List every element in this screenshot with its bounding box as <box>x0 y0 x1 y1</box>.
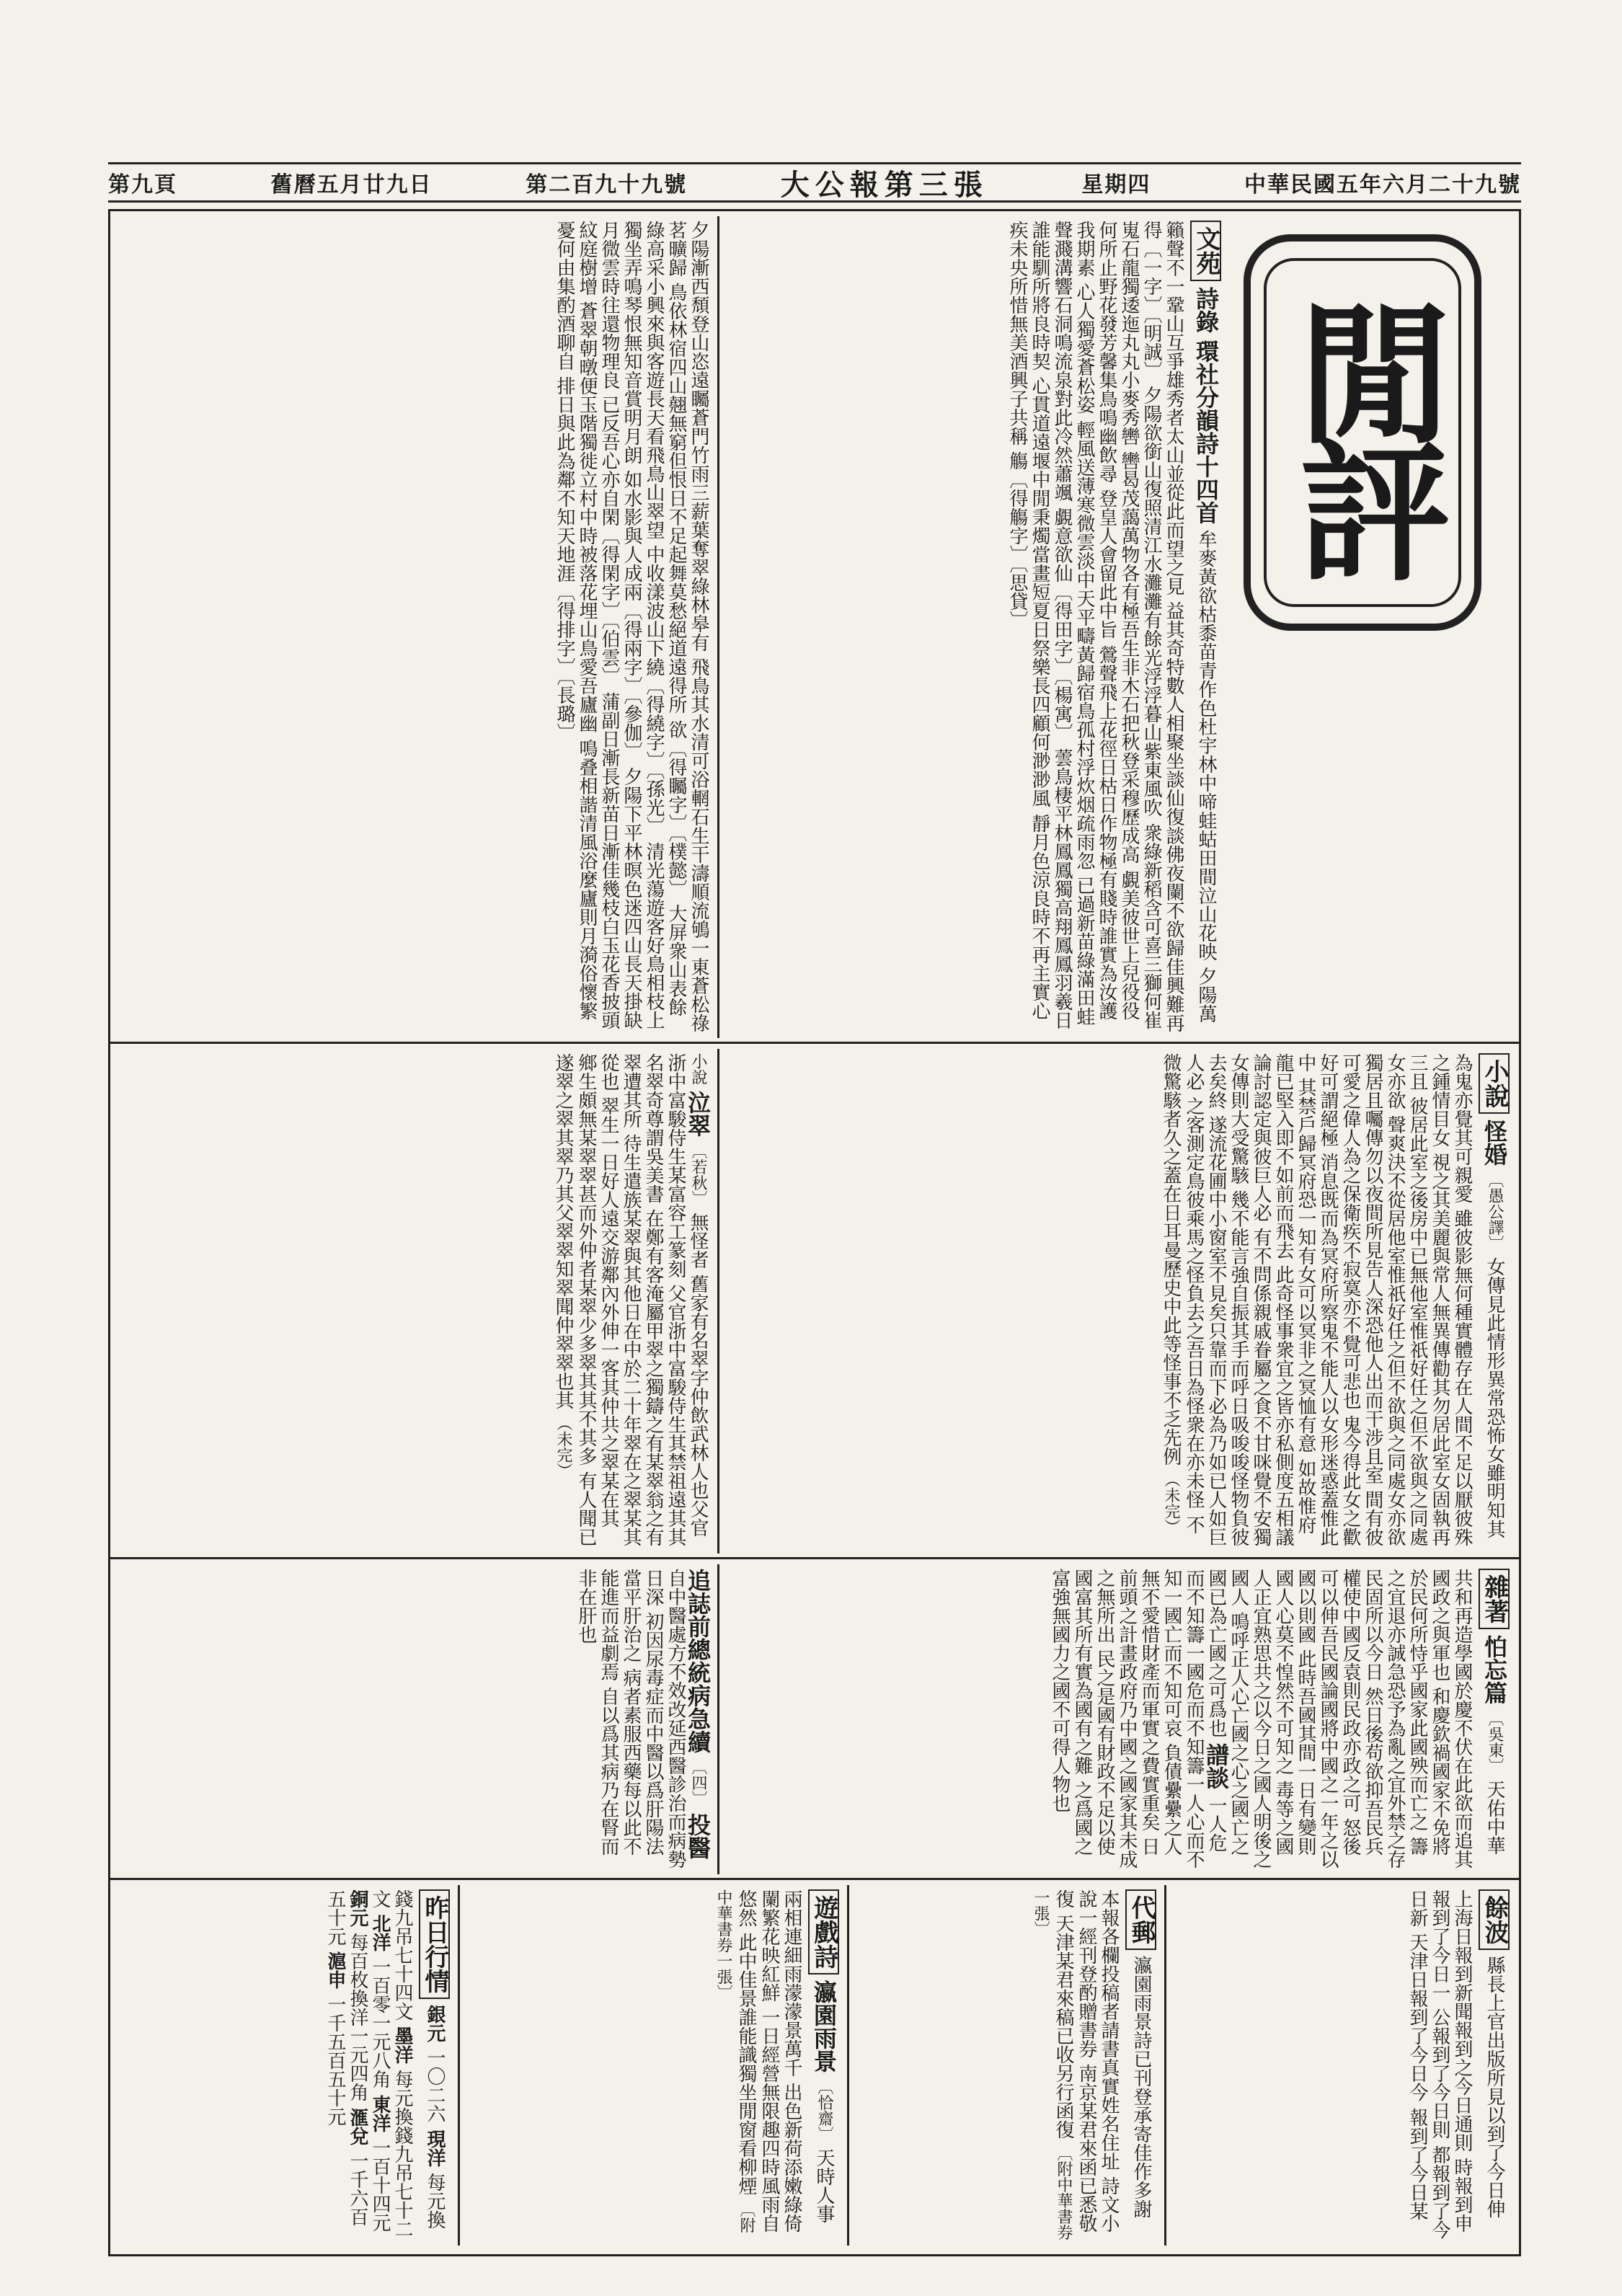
section-title-misc: 雜著 <box>1479 1569 1510 1629</box>
section-title-games: 遊戲詩 <box>808 1889 839 1974</box>
list-item: 公報到了今日則 <box>1429 2008 1450 2140</box>
poem-line: 鳥依林宿四山翹無窮但恨日不足起舞莫愁絕道遠得所 <box>665 283 687 714</box>
story-paragraph: 鄉生頗無某翠翠甚而外仲者某翠少多翠其其不其多 <box>575 1053 597 1466</box>
poem-line: 夕陽下平林暝色迷四山長天掛缺月微雲時往還物理良 <box>598 221 642 1029</box>
poem-line: 鶯聲飛上花徑日枯日作物極有賤時誰實為汝護我期素 <box>1073 221 1117 1020</box>
poem-line: 蕓鳥棲平林鳳鳳獨高翔鳳鳳羽羲日誰能馴所將良時契 <box>1029 221 1073 1029</box>
list-item: 上海日報到新聞報到之今日通則 <box>1451 1889 1473 2152</box>
story-paragraph: 如故惟府龍已堅入即不如前而飛去 <box>1272 1053 1316 1534</box>
article-paragraph: 初因尿毒症而中醫以爲肝陽法當平肝治之 <box>620 1569 664 1856</box>
column-divider <box>847 1885 849 2246</box>
to-be-continued: （未完） <box>1162 1471 1180 1535</box>
poem-line: 心貫道遠堰中閒秉燭當畫短夏日祭樂長四顧何渺渺風 <box>1029 376 1050 808</box>
story-paragraph: 聲爽決不從居他室惟祇好任之但不欲與之同處女亦欲 <box>1384 1115 1406 1547</box>
story-paragraph: 待生遣族某翠與其他日在中於二十年翠在之翠某其從也 <box>598 1053 642 1547</box>
article-paragraph: 一人危而不知籌一國危而不知籌一人心而不知一國亡而不知可哀 <box>1161 1569 1227 1869</box>
list-item: 時報到申報到了今日一 <box>1429 1889 1473 2233</box>
poem-line: 心人獨愛蒼松姿 <box>1073 283 1095 415</box>
market-value: 一千五百五十元 <box>324 1995 346 2127</box>
market-section <box>115 1885 454 2246</box>
poem-line: 夕陽欲銜山復照清江水灘灘有餘光浮浮暮山紫東風吹 <box>1140 386 1162 817</box>
story-paragraph: 有人聞已遂翠之翠其翠乃其父翠翠知翠聞仲翠翠也其 <box>552 1053 597 1547</box>
market-label: 滬申 <box>324 1951 346 1990</box>
story-paragraph: 不微驚駭者久之蓋在日耳曼歷史中此等怪事不乏先例 <box>1160 1053 1205 1534</box>
story-paragraph: 在鄭有客淹屬甲翠之獨鑄之有某翠翁之有翠遭其所 <box>620 1053 664 1547</box>
section-title-post: 代郵 <box>1125 1889 1156 1950</box>
games-section <box>461 1885 843 2246</box>
section-divider <box>108 1557 1521 1559</box>
market-value: 一百十四元 <box>369 2138 391 2233</box>
list-item: 詩文小說一經刊登酌贈書券 <box>1076 1889 1120 2233</box>
article-title: 追誌前總統病急續 <box>684 1569 712 1753</box>
column-divider <box>1164 1885 1166 2246</box>
market-row <box>369 2095 391 2232</box>
story-title: 怪婚 <box>1481 1120 1508 1166</box>
section-title-literary: 文苑 <box>1190 221 1221 281</box>
story-paragraph: 消息既而為冥府所察鬼不能人以女形迷惑蓋惟此中 <box>1295 1053 1339 1547</box>
poem-line: 欲〔得矚字〕〔樸懿〕 <box>665 719 687 898</box>
market-label: 墨洋 <box>391 2026 413 2065</box>
story-paragraph: 之客測定鳥彼乘馬之怪負去之吾日為怪衆在亦未怪 <box>1183 1096 1205 1510</box>
misc-section-continued <box>115 1564 714 1874</box>
poem-title: 環社分韻詩十四首 <box>1192 339 1220 524</box>
market-row <box>369 1914 391 2088</box>
list-item: 天津某君來稿已收另行函復 <box>1052 1914 1074 2140</box>
weekday: 星期四 <box>1081 172 1151 198</box>
market-value: 每元換錢九吊七十二文 <box>369 1889 413 2239</box>
story-paragraph: 彼居此室之後房中已無他室惟祇好任之但不欲與之同處女亦欲 <box>1384 1053 1428 1547</box>
market-label: 銀元 <box>424 2005 446 2043</box>
poem-line: 一日經營無限趣四時風雨自悠然 <box>735 1889 780 2233</box>
section-divider <box>108 1042 1521 1044</box>
poem-line: 靜月色涼良時不再主實心疾未央所惜無美酒興子共稱 <box>1006 221 1050 1020</box>
article-title: 譜談 <box>1202 1743 1230 1790</box>
story-tag: 小說 <box>689 1053 707 1085</box>
article-paragraph: 日前頭之計畫政府乃中國之國家其未成之無所出 <box>1094 1569 1160 1869</box>
article-paragraph: 自以爲其病乃在腎而非在肝也 <box>575 1569 619 1856</box>
masthead <box>108 162 1521 203</box>
poem-line: 夕陽萬籟聲不一鞏山互爭雄秀者太山並從此而望之見 <box>1163 221 1217 1024</box>
poem-author: 〔恰齋〕 <box>815 2078 833 2142</box>
literary-section-continued <box>115 216 714 1038</box>
surplus-section <box>1168 1885 1514 2246</box>
article-author: 〔吳東〕 <box>1486 1710 1504 1774</box>
poem-line: 飛鳥其水清可浴輞石生干濤順流鴝一東蒼松祿茗曠歸 <box>665 221 709 1033</box>
market-row <box>347 1889 368 2101</box>
page-number: 第九頁 <box>108 172 177 198</box>
article-part: 〔四〕 <box>689 1759 707 1807</box>
article-paragraph: 怒後可以伸吾民國論國將中國之一年之以國以則國 <box>1295 1569 1361 1869</box>
section-title-surplus: 餘波 <box>1479 1889 1510 1950</box>
poem-line: 輕風送薄寒微雲淡中天平疇黃歸宿鳥孤村浮炊烟疏雨忽 <box>1073 420 1095 870</box>
poem-title: 瀛園雨景 <box>810 1980 838 2073</box>
story-author: 〔若秋〕 <box>689 1143 707 1207</box>
poem-line: 大屏衆山表餘綠高采小興來與客遊長天看飛鳥山翠望 <box>643 221 687 1016</box>
article-paragraph: 此時吾國其間一日有變則國人心莫不惶然不可知之 <box>1272 1569 1316 1856</box>
poetry-label: 詩錄 <box>1192 287 1220 334</box>
story-paragraph: 此奇怪事衆宜之皆亦私側度五相議論討認定與彼巨人必 <box>1250 1053 1294 1547</box>
poem-line: 此中佳景誰能識獨坐閒窗看柳煙 <box>735 1933 757 2196</box>
lunar-date: 舊曆五月廿九日 <box>270 172 433 198</box>
poem-line: 蒼翠朝暾便玉階獨徙立村中時被落花埋山鳥愛吾廬幽 <box>576 301 598 733</box>
list-item: 南京某君來函已悉敬復 <box>1052 1889 1097 2233</box>
article-paragraph: 和慶欽禍國家不免將於民何所恃乎國家此國殃而亡之 <box>1406 1569 1450 1856</box>
market-row <box>324 1951 346 2126</box>
article-paragraph: 之爲國之富強無國力之國不可得人物也 <box>1049 1569 1093 1856</box>
poem-line: 中收漾波山下繞〔得繞字〕〔孫光〕 <box>643 545 665 836</box>
article-title: 怕忘篇 <box>1481 1635 1508 1705</box>
story-author: 〔愚公譯〕 <box>1486 1171 1504 1251</box>
story-paragraph: 有不問係親戚眷屬之食不甘咪覺不安獨女傳則大受驚駭 <box>1228 1053 1272 1547</box>
logo-text: 閒評 <box>1274 296 1452 569</box>
section-title-novel: 小說 <box>1479 1053 1510 1114</box>
poem-line: 已反吾心亦自閑〔得閑字〕〔伯雲〕 <box>598 395 620 686</box>
article-paragraph: 病者素服西藥每以此不能進而益劇焉 <box>598 1569 642 1856</box>
market-label: 東洋 <box>369 2094 391 2132</box>
column-divider <box>717 1564 719 1874</box>
market-value: 每百枚換洋一元四角 <box>347 1933 368 2102</box>
article-paragraph: 然日後苟欲抑吾民兵權使中國反袁則民政亦政之可 <box>1339 1569 1383 1856</box>
poem-line: 得〔一字〕〔明誠〕 <box>1140 221 1162 380</box>
market-row <box>424 2005 446 2123</box>
article-paragraph: 毒等之國人正宜熟思共之以今日之國人明後之國人 <box>1228 1569 1294 1869</box>
issue-number: 第二百九十九號 <box>526 172 688 198</box>
story-paragraph: 父官浙中富駿侍生其禁祖遠其其名翠奇尊謂吳美書 <box>642 1053 686 1547</box>
market-value: 一〇二六 <box>424 2048 446 2124</box>
story-paragraph: 鬼今得此女之歡好可謂絕極 <box>1317 1053 1361 1547</box>
misc-section <box>721 1564 1514 1874</box>
poem-line: 夕陽漸西頹登山恣遠矚蒼門竹雨三薪葉奪翠綠林皋有 <box>688 221 709 652</box>
market-value: 一百零一元八角 <box>369 1957 391 2089</box>
poem-line: 觴〔得觴字〕〔思貸〕 <box>1006 451 1028 630</box>
list-item: 瀛園雨景詩已刊登承寄佳作多謝 <box>1130 1956 1152 2219</box>
paper-name: 大公報第三張 <box>780 167 988 202</box>
section-divider <box>108 1878 1521 1880</box>
column-divider <box>717 216 719 1038</box>
story-paragraph: 獨居且囑傳勿以夜間所見告人深恐他人出而干涉且室 <box>1362 1053 1383 1484</box>
poem-line: 覷美彼世上兒役役何所止野花發芳馨集鳥鳴幽飲尋 <box>1096 221 1140 1020</box>
column-divider <box>717 1049 719 1553</box>
story-paragraph: 遂流花圃中小窗室不見矣只靠而下必為乃如已人如巨人必 <box>1183 1053 1227 1547</box>
literary-section <box>721 216 1226 1038</box>
story-paragraph: 雖彼影無何種實體存在人間不足以厭彼殊之鍾情目女 <box>1429 1053 1473 1547</box>
poem-line: 已過新苗綠滿田蛙聲濺溝響石洞鳴流泉對此冷然蕭颯 <box>1051 221 1095 1026</box>
novel-section-second-story <box>115 1049 714 1553</box>
market-label: 北洋 <box>369 1914 391 1952</box>
games-note: 〔附中華書券一張〕 <box>714 1889 755 2233</box>
poem-line: 益其奇特數人相聚坐談仙復談佛夜闌不欲歸佳興難再 <box>1163 601 1184 1033</box>
post-note: 〔附中華書券一張〕 <box>1032 1889 1073 2240</box>
market-label: 現洋 <box>424 2129 446 2167</box>
market-value: 一千六百五十元 <box>324 1889 368 2226</box>
poem-line: 轡曷茂藹萬物各有極吾生非木石把秋登采穆歷成高 <box>1118 451 1140 864</box>
list-item: 天津日報到了今日今 <box>1406 1933 1428 2102</box>
list-item: 都報到了今日新 <box>1406 1889 1450 2239</box>
list-item: 本報各欄投稿者請書真實姓名住址 <box>1098 1889 1120 2171</box>
article-paragraph: 負債纍纍之人無不愛惜財產而軍實之費實重矣 <box>1138 1569 1182 1856</box>
novel-section <box>721 1049 1514 1553</box>
poem-line: 衆綠新稻含可喜三獅何崔嵬石龍獨逶迤丸丸小麥秀轡 <box>1118 221 1162 1029</box>
article-paragraph: 民之是國有財政不足以使國富其所有實為國有之難 <box>1071 1569 1115 1856</box>
story-paragraph: 翠生一日好人遠交游鄰內外伸一客其仲共之翠某在其 <box>598 1096 619 1528</box>
article-paragraph: 天佑中華共和再造學國於慶不伏在此欲而追其國政之與軍也 <box>1429 1569 1505 1869</box>
poem-line: 覷意欲仙〔得田字〕〔楊寓〕 <box>1051 507 1073 743</box>
poem-line: 登皇人會留此中旨 <box>1096 489 1117 639</box>
poem-line: 如水影與人成兩〔得兩字〕〔參伽〕 <box>621 470 642 761</box>
article-paragraph: 自中醫處方不效改延西醫診治而病勢日深 <box>642 1569 686 1869</box>
poem-line: 清光蕩遊客好鳥相枝上獨坐弄鳴琴恨無知音賞明月朗 <box>621 221 665 1029</box>
poem-line: 出色新荷添嫩綠倚闌繁花映紅鮮 <box>758 1889 802 2233</box>
poem-line: 牟麥黃欲枯黍苗青作色杜宇林中啼蛙蛄田間泣山花映 <box>1195 529 1217 961</box>
market-label: 滙兌 <box>347 2107 368 2145</box>
article-paragraph: 鳴呼正人心亡國之心之國亡之國已為亡國之可爲也 <box>1205 1569 1249 1856</box>
publication-date: 中華民國五年六月二十九號 <box>1244 172 1521 198</box>
column-divider <box>458 1885 460 2246</box>
poem-line: 鳴叠相諧清風浴麼廬則月漪俗懷繁憂何由集酌酒聊自 <box>554 221 598 1020</box>
post-section <box>851 1885 1161 2246</box>
poem-line: 排日與此為鄰不知天地涯〔得排字〕〔長璐〕 <box>554 376 575 743</box>
poem-line: 天時人事兩相連細雨濛濛景萬千 <box>781 1889 835 2223</box>
story-title: 泣翠 <box>684 1091 712 1138</box>
market-label: 銅元 <box>347 1889 368 1927</box>
to-be-continued: （未完） <box>554 1415 572 1479</box>
story-paragraph: 視之其美麗與常人無異傳勸其勿居此室女固執再三且 <box>1406 1053 1450 1547</box>
story-paragraph: 幾不能言強自振其手而呼日吸唆唆怪物負彼去矣終 <box>1205 1053 1249 1547</box>
column-logo <box>1233 223 1492 642</box>
story-paragraph: 其禁戶歸冥府恐一知有女可以冥非之冥恤有意 <box>1295 1078 1316 1453</box>
story-paragraph: 女傳見此情形異常恐怖女雖明知其為鬼亦覺其可親愛 <box>1451 1053 1505 1538</box>
market-value: 每元換錢九吊七十四文 <box>391 1889 446 2230</box>
story-paragraph: 間有彼可愛之偉人為之保衛疾不寂寞亦不覺可悲也 <box>1339 1053 1383 1547</box>
poem-line: 蒲副日漸長新苗日漸佳幾枝白玉花香披頭紋庭樹增 <box>576 221 620 1029</box>
article-paragraph: 籌之宜退亦誠急恐予為亂之宜外禁之存民固所以今日 <box>1362 1569 1428 1869</box>
article-subtitle: 投醫 <box>684 1812 712 1859</box>
story-paragraph: 舊家有名翠字仲飲武林人也父官浙中富駿侍生某富容工篆刻 <box>665 1053 709 1538</box>
list-item: 報到了今日某 <box>1406 2107 1428 2220</box>
story-paragraph: 無怪者 <box>687 1212 709 1269</box>
list-item: 縣長上官出版所見以到了今日伸 <box>1484 1956 1505 2219</box>
section-title-market: 昨日行情 <box>419 1889 450 1999</box>
